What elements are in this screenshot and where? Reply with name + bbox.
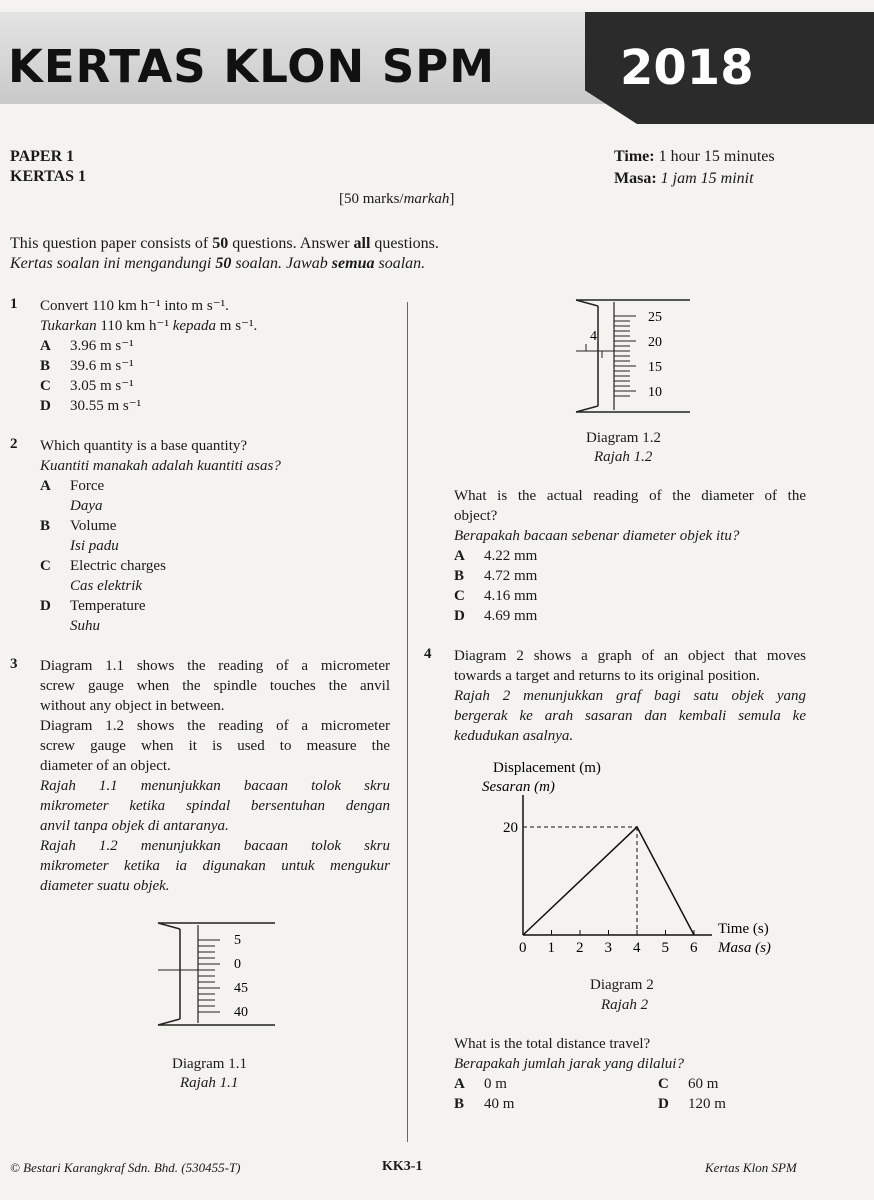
q1-option-d <box>40 396 390 416</box>
displacement-series-line <box>523 827 694 935</box>
diagram-1-1-caption-ms: Rajah 1.1 <box>180 1075 239 1091</box>
q1-option-c-text: 3.05 m s⁻¹ <box>70 378 134 394</box>
intro-en <box>10 234 439 254</box>
q3-line-1: Diagram 1.1 shows the reading of a micrometer <box>40 658 390 674</box>
q4-ms-line-2: bergerak ke arah sasaran dan kembali semula ke <box>454 708 806 724</box>
q1-option-c <box>40 376 390 396</box>
q3-number: 3 <box>10 656 18 672</box>
q4-option-b-text: 40 m <box>484 1096 515 1112</box>
q2-number: 2 <box>10 436 18 452</box>
marks <box>339 189 454 209</box>
q3-option-c-letter: C <box>454 588 465 604</box>
x-tick-label: 0 <box>519 940 527 956</box>
q3-question-en-2: object? <box>454 508 498 524</box>
q2-option-b-en: Volume <box>70 518 117 534</box>
chart-ylabel: Displacement (m) <box>493 760 601 776</box>
displacement-time-graph <box>460 755 790 965</box>
q2-option-c-en: Electric charges <box>70 558 166 574</box>
x-tick-label: 3 <box>604 940 612 956</box>
q4-question-en: What is the total distance travel? <box>454 1036 651 1052</box>
q4-option-c-letter: C <box>658 1076 669 1092</box>
intro-en-b: questions. Answer <box>228 235 354 252</box>
diagram-1-1-caption-en: Diagram 1.1 <box>172 1056 247 1072</box>
q4-en-line-1: Diagram 2 shows a graph of an object that moves <box>454 648 806 664</box>
q4-option-d <box>658 1094 726 1114</box>
diagram-1-2-caption-en: Diagram 1.2 <box>586 430 661 446</box>
q4-option-a-text: 0 m <box>484 1076 507 1092</box>
q2-option-c <box>40 556 390 576</box>
x-tick-label: 1 <box>547 940 555 956</box>
column-divider <box>407 302 408 1142</box>
q3-option-d <box>454 606 806 626</box>
x-tick-label: 2 <box>576 940 584 956</box>
q2-option-c-letter: C <box>40 558 51 574</box>
q2-option-d-en: Temperature <box>70 598 146 614</box>
q2-option-a-en: Force <box>70 478 105 494</box>
marks-ms: markah <box>403 191 450 207</box>
q4-text <box>454 646 806 746</box>
masa-label: Masa: <box>614 170 657 187</box>
q1-option-d-text: 30.55 m s⁻¹ <box>70 398 142 414</box>
marks-en: [50 marks/ <box>339 191 404 207</box>
intro-en-all: all <box>353 235 371 252</box>
q3-line-6: diameter of an object. <box>40 758 171 774</box>
q3-option-c <box>454 586 806 606</box>
masa-value: 1 jam 15 minit <box>660 170 754 187</box>
x-ticks <box>519 930 698 956</box>
q3-option-b-letter: B <box>454 568 465 584</box>
q3-line-5: screw gauge when it is used to measure the <box>40 738 390 754</box>
q1-ms-d: m s⁻¹. <box>216 318 258 334</box>
diagram-2-caption-ms: Rajah 2 <box>601 997 649 1013</box>
q1-number: 1 <box>10 296 18 312</box>
d11-label-5: 5 <box>234 933 241 948</box>
q1-block <box>40 296 390 416</box>
d11-label-0: 0 <box>234 957 241 972</box>
paper-en: PAPER 1 <box>10 148 75 165</box>
q3-option-a-text: 4.22 mm <box>484 548 538 564</box>
intro-ms-all: semua <box>331 255 375 272</box>
q3-option-d-letter: D <box>454 608 465 624</box>
q1-ms-c: kepada <box>172 318 217 334</box>
x-tick-label: 4 <box>633 940 641 956</box>
header-title: KERTAS KLON SPM <box>8 40 496 93</box>
q1-ms <box>40 316 390 336</box>
q2-option-b-letter: B <box>40 518 51 534</box>
marks-close: ] <box>449 191 455 207</box>
q1-ms-a: Tukarkan <box>40 318 97 334</box>
q2-option-a-letter: A <box>40 478 51 494</box>
q4-en-line-2: towards a target and returns to its original position. <box>454 668 760 684</box>
q2-block <box>40 436 390 636</box>
q2-option-d-letter: D <box>40 598 51 614</box>
footer-publisher: © Bestari Karangkraf Sdn. Bhd. (530455-T) <box>10 1160 241 1175</box>
q3-line-2: screw gauge when the spindle touches the anvil <box>40 678 390 694</box>
footer-series: Kertas Klon SPM <box>705 1160 797 1175</box>
intro-en-a: This question paper consists of <box>10 235 213 252</box>
q3-option-d-text: 4.69 mm <box>484 608 538 624</box>
q4-option-a-letter: A <box>454 1076 465 1092</box>
q4-option-b-letter: B <box>454 1096 465 1112</box>
d12-label-15: 15 <box>648 360 662 375</box>
q3-ms-line-1: Rajah 1.1 menunjukkan bacaan tolok skru <box>40 778 390 794</box>
q1-en: Convert 110 km h⁻¹ into m s⁻¹. <box>40 298 229 314</box>
q3-option-b-text: 4.72 mm <box>484 568 538 584</box>
intro-ms <box>10 254 425 274</box>
q3-option-a-letter: A <box>454 548 465 564</box>
paper-ms: KERTAS 1 <box>10 168 87 185</box>
q2-option-d-ms: Suhu <box>70 618 100 634</box>
d12-label-10: 10 <box>648 385 662 400</box>
q1-option-a-letter: A <box>40 338 51 354</box>
q3-ms-line-4: Rajah 1.2 menunjukkan bacaan tolok skru <box>40 838 390 854</box>
chart-xlabel-ms: Masa (s) <box>718 940 771 956</box>
q1-option-d-letter: D <box>40 398 51 414</box>
q3-ms-line-3: anvil tanpa objek di antaranya. <box>40 818 229 834</box>
q1-option-a-text: 3.96 m s⁻¹ <box>70 338 134 354</box>
y-ticks <box>503 820 518 836</box>
q3-question-en-1: What is the actual reading of the diameter of the <box>454 488 806 504</box>
q3-question-ms: Berapakah bacaan sebenar diameter objek itu? <box>454 528 740 544</box>
q4-question <box>454 1034 806 1074</box>
intro-ms-b: soalan. Jawab <box>231 255 332 272</box>
time-line <box>614 147 775 167</box>
x-tick-label: 5 <box>661 940 669 956</box>
intro-ms-num: 50 <box>215 255 232 272</box>
masa-line <box>614 169 754 189</box>
q2-option-a <box>40 476 390 496</box>
d11-label-40: 40 <box>234 1005 248 1020</box>
y-tick-label: 20 <box>503 820 518 836</box>
time-label: Time: <box>614 148 655 165</box>
header-year: 2018 <box>620 40 754 96</box>
q1-ms-b: 110 km h⁻¹ <box>96 318 173 334</box>
q1-option-c-letter: C <box>40 378 51 394</box>
q2-option-b <box>40 516 390 536</box>
chart-xlabel: Time (s) <box>718 921 769 937</box>
d12-label-25: 25 <box>648 310 662 325</box>
q4-ms-line-1: Rajah 2 menunjukkan graf bagi satu objek yang <box>454 688 806 704</box>
intro-ms-c: soalan. <box>374 255 426 272</box>
q4-ms-line-3: kedudukan asalnya. <box>454 728 574 744</box>
q1-option-b-letter: B <box>40 358 51 374</box>
d11-label-45: 45 <box>234 981 248 996</box>
d12-label-20: 20 <box>648 335 662 350</box>
q4-option-c-text: 60 m <box>688 1076 719 1092</box>
q3-option-c-text: 4.16 mm <box>484 588 538 604</box>
q4-option-b <box>454 1094 514 1114</box>
q3-question <box>454 486 806 626</box>
x-tick-label: 6 <box>690 940 698 956</box>
diagram-2-caption-en: Diagram 2 <box>590 977 654 993</box>
q3-ms-line-2: mikrometer ketika spindal bersentuhan dengan <box>40 798 390 814</box>
q2-ms: Kuantiti manakah adalah kuantiti asas? <box>40 458 281 474</box>
q2-option-a-ms: Daya <box>70 498 103 514</box>
q3-text <box>40 656 390 896</box>
q2-option-b-ms: Isi padu <box>70 538 119 554</box>
q4-option-d-letter: D <box>658 1096 669 1112</box>
q4-question-ms: Berapakah jumlah jarak yang dilalui? <box>454 1056 684 1072</box>
q3-option-b <box>454 566 806 586</box>
q4-option-d-text: 120 m <box>688 1096 726 1112</box>
q4-number: 4 <box>424 646 432 662</box>
intro-en-c: questions. <box>370 235 439 252</box>
q4-option-a <box>454 1074 507 1094</box>
intro-en-num: 50 <box>212 235 229 252</box>
micrometer-diagram-1-1 <box>150 915 280 1040</box>
q3-line-4: Diagram 1.2 shows the reading of a micrometer <box>40 718 390 734</box>
q1-option-a <box>40 336 390 356</box>
q2-option-d <box>40 596 390 616</box>
q3-line-3: without any object in between. <box>40 698 225 714</box>
q4-option-c <box>658 1074 718 1094</box>
micrometer-diagram-1-2 <box>568 294 698 418</box>
q1-option-b-text: 39.6 m s⁻¹ <box>70 358 134 374</box>
q3-ms-line-5: mikrometer ketika ia digunakan untuk mengukur <box>40 858 390 874</box>
time-value: 1 hour 15 minutes <box>658 148 775 165</box>
q2-en: Which quantity is a base quantity? <box>40 438 248 454</box>
q3-option-a <box>454 546 806 566</box>
footer-page: KK3-1 <box>382 1159 423 1174</box>
chart-ylabel-ms: Sesaran (m) <box>482 779 555 795</box>
intro-ms-a: Kertas soalan ini mengandungi <box>10 255 216 272</box>
diagram-1-2-caption-ms: Rajah 1.2 <box>594 449 653 465</box>
q3-ms-line-6: diameter suatu objek. <box>40 878 170 894</box>
d12-main-label-4: 4 <box>590 329 597 344</box>
q1-option-b <box>40 356 390 376</box>
q2-option-c-ms: Cas elektrik <box>70 578 143 594</box>
